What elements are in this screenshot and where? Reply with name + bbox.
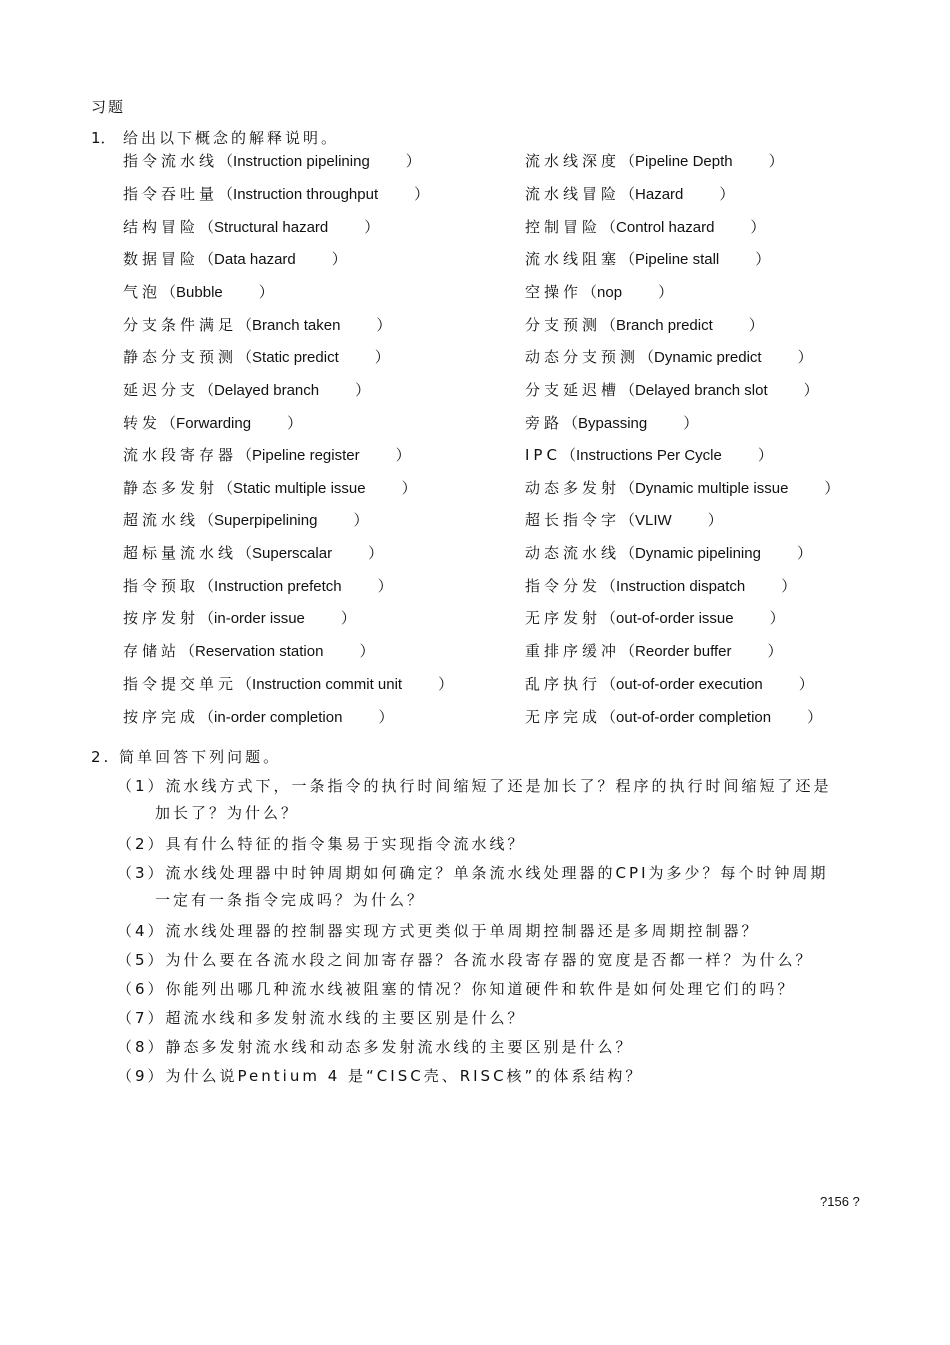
term-item [525,346,813,367]
term-english: Dynamic multiple issue [635,480,789,497]
term-english: in-order completion [214,709,343,726]
close-paren: ） [767,642,783,660]
open-paren: （ [620,185,636,203]
term-english: Reorder buffer [635,643,732,660]
close-paren: ） [374,348,390,366]
subquestion-item [117,1005,877,1032]
open-paren: （ [601,609,617,627]
subquestion-item [117,918,877,945]
open-paren: （ [620,152,636,170]
close-paren: ） [796,544,812,562]
term-item [123,281,274,302]
term-english: Branch predict [616,317,713,334]
subquestion-text: （9）为什么说Pentium 4 是“CISC壳、RISC核”的体系结构？ [117,1067,644,1085]
term-english: Instruction commit unit [252,676,403,693]
subquestion-item [117,860,877,914]
close-paren: ） [757,446,773,464]
term-chinese: 动态流水线 [525,544,621,562]
term-english: Bubble [176,284,223,301]
term-chinese: 按序完成 [123,708,200,726]
term-english: Superscalar [252,545,333,562]
open-paren: （ [237,316,253,334]
term-english: Pipeline stall [635,251,720,268]
term-item [525,281,673,302]
term-english: Pipeline Depth [635,153,733,170]
term-english: Hazard [635,186,684,203]
subquestion-continuation: 一定有一条指令完成吗？为什么？ [155,891,426,909]
term-chinese: 指令分发 [525,577,602,595]
open-paren: （ [601,577,617,595]
term-item [123,673,453,694]
term-chinese: 指令预取 [123,577,200,595]
term-item [525,706,822,727]
close-paren: ） [395,446,411,464]
term-item [525,640,783,661]
open-paren: （ [639,348,655,366]
term-chinese: 流水线阻塞 [525,250,621,268]
term-chinese: 控制冒险 [525,218,602,236]
term-english: Data hazard [214,251,296,268]
term-chinese: 超流水线 [123,511,200,529]
close-paren: ） [755,250,771,268]
term-chinese: 无序完成 [525,708,602,726]
close-paren: ） [340,609,356,627]
term-english: Instruction pipelining [233,153,370,170]
open-paren: （ [199,218,215,236]
open-paren: （ [161,283,177,301]
close-paren: ） [359,642,375,660]
page-number: ?156 ? [820,1194,860,1209]
close-paren: ） [769,609,785,627]
open-paren: （ [620,250,636,268]
term-chinese: 超标量流水线 [123,544,238,562]
question-1-prompt: 给出以下概念的解释说明。 [123,129,340,147]
open-paren: （ [237,544,253,562]
term-chinese: 转发 [123,414,162,432]
term-item [525,314,764,335]
close-paren: ） [683,414,699,432]
term-english: VLIW [635,512,672,529]
subquestion-text: （1）流水线方式下，一条指令的执行时间缩短了还是加长了？程序的执行时间缩短了还是 [117,777,832,795]
subquestion-item [117,947,877,974]
question-2-prompt: 简单回答下列问题。 [119,748,282,766]
term-chinese: 旁路 [525,414,564,432]
subquestion-item [117,1063,877,1090]
term-english: Branch taken [252,317,341,334]
term-chinese: 指令提交单元 [123,675,238,693]
term-english: Control hazard [616,219,715,236]
open-paren: （ [620,511,636,529]
term-english: Reservation station [195,643,324,660]
subquestion-text: （4）流水线处理器的控制器实现方式更类似于单周期控制器还是多周期控制器？ [117,922,760,940]
close-paren: ） [414,185,430,203]
open-paren: （ [161,414,177,432]
close-paren: ） [401,479,417,497]
subquestion-text: （8）静态多发射流水线和动态多发射流水线的主要区别是什么？ [117,1038,634,1056]
open-paren: （ [620,544,636,562]
term-item [123,607,356,628]
term-chinese: 空操作 [525,283,583,301]
term-chinese: 流水线深度 [525,152,621,170]
term-chinese: 按序发射 [123,609,200,627]
term-item [525,444,773,465]
open-paren: （ [218,479,234,497]
term-item [525,150,784,171]
term-english: Static predict [252,349,339,366]
open-paren: （ [601,218,617,236]
close-paren: ） [707,511,723,529]
open-paren: （ [582,283,598,301]
term-english: Bypassing [578,415,648,432]
close-paren: ） [768,152,784,170]
term-chinese: 乱序执行 [525,675,602,693]
close-paren: ） [798,675,814,693]
term-chinese: 重排序缓冲 [525,642,621,660]
term-chinese: 指令流水线 [123,152,219,170]
term-item [525,673,814,694]
open-paren: （ [180,642,196,660]
term-chinese: 结构冒险 [123,218,200,236]
term-english: Dynamic pipelining [635,545,761,562]
close-paren: ） [368,544,384,562]
open-paren: （ [199,511,215,529]
close-paren: ） [658,283,674,301]
close-paren: ） [748,316,764,334]
open-paren: （ [199,609,215,627]
open-paren: （ [601,675,617,693]
open-paren: （ [601,708,617,726]
term-chinese: 分支延迟槽 [525,381,621,399]
term-chinese: 流水段寄存器 [123,446,238,464]
term-english: Instruction throughput [233,186,379,203]
open-paren: （ [237,348,253,366]
subquestion-text: （5）为什么要在各流水段之间加寄存器？各流水段寄存器的宽度是否都一样？为什么？ [117,951,814,969]
close-paren: ） [797,348,813,366]
term-chinese: 静态多发射 [123,479,219,497]
open-paren: （ [237,675,253,693]
term-english: Instruction dispatch [616,578,746,595]
term-chinese: 指令吞吐量 [123,185,219,203]
term-english: Superpipelining [214,512,318,529]
term-chinese: IPC [525,446,561,464]
close-paren: ） [258,283,274,301]
close-paren: ） [719,185,735,203]
term-chinese: 气泡 [123,283,162,301]
term-item [123,509,368,530]
term-item [123,314,391,335]
open-paren: （ [620,642,636,660]
term-chinese: 超长指令字 [525,511,621,529]
subquestion-item [117,831,877,858]
term-chinese: 分支条件满足 [123,316,238,334]
subquestion-text: （2）具有什么特征的指令集易于实现指令流水线？ [117,835,526,853]
open-paren: （ [199,708,215,726]
term-item [525,183,734,204]
term-english: Instructions Per Cycle [575,447,722,464]
open-paren: （ [218,152,234,170]
close-paren: ） [376,316,392,334]
close-paren: ） [355,381,371,399]
open-paren: （ [199,577,215,595]
term-chinese: 存储站 [123,642,181,660]
subquestion-text: （3）流水线处理器中时钟周期如何确定？单条流水线处理器的CPI为多少？每个时钟周期 [117,864,829,882]
close-paren: ） [378,708,394,726]
term-english: Pipeline register [252,447,360,464]
term-item [123,248,347,269]
subquestion-item [117,976,877,1003]
close-paren: ） [438,675,454,693]
term-item [123,183,429,204]
term-item [123,542,383,563]
close-paren: ） [781,577,797,595]
term-item [123,412,302,433]
close-paren: ） [377,577,393,595]
term-item [123,640,374,661]
term-english: Dynamic predict [654,349,762,366]
close-paren: ） [824,479,840,497]
term-chinese: 流水线冒险 [525,185,621,203]
term-item [525,379,819,400]
subquestion-text: （7）超流水线和多发射流水线的主要区别是什么？ [117,1009,526,1027]
term-item [525,607,785,628]
term-item [123,216,379,237]
open-paren: （ [620,381,636,399]
term-english: Static multiple issue [233,480,366,497]
term-english: Delayed branch [214,382,320,399]
subquestion-continuation: 加长了？为什么？ [155,804,300,822]
open-paren: （ [601,316,617,334]
close-paren: ） [331,250,347,268]
term-english: Forwarding [176,415,252,432]
page-heading: 习题 [91,98,126,116]
term-chinese: 延迟分支 [123,381,200,399]
term-item [525,412,698,433]
term-item [525,216,765,237]
close-paren: ） [803,381,819,399]
term-item [123,346,390,367]
term-chinese: 数据冒险 [123,250,200,268]
term-english: in-order issue [214,610,305,627]
close-paren: ） [353,511,369,529]
term-item [123,575,393,596]
subquestion-item [117,1034,877,1061]
term-item [525,477,839,498]
term-english: out-of-order execution [616,676,763,693]
close-paren: ） [750,218,766,236]
term-english: out-of-order issue [616,610,734,627]
question-1-number: 1． [91,129,116,147]
term-item [525,248,770,269]
term-english: Structural hazard [214,219,329,236]
term-item [525,509,723,530]
close-paren: ） [807,708,823,726]
term-english: nop [597,284,623,301]
term-english: out-of-order completion [616,709,772,726]
term-chinese: 动态分支预测 [525,348,640,366]
open-paren: （ [237,446,253,464]
term-chinese: 静态分支预测 [123,348,238,366]
term-item [123,477,417,498]
term-english: Delayed branch slot [635,382,768,399]
term-item [123,444,411,465]
close-paren: ） [364,218,380,236]
close-paren: ） [287,414,303,432]
term-chinese: 分支预测 [525,316,602,334]
term-item [525,575,796,596]
question-2 [91,746,281,767]
term-item [123,150,421,171]
subquestion-text: （6）你能列出哪几种流水线被阻塞的情况？你知道硬件和软件是如何处理它们的吗？ [117,980,796,998]
open-paren: （ [199,381,215,399]
term-item [525,542,812,563]
open-paren: （ [560,446,576,464]
close-paren: ） [405,152,421,170]
question-1 [91,127,339,148]
open-paren: （ [218,185,234,203]
question-2-number: 2. [91,748,112,766]
term-english: Instruction prefetch [214,578,342,595]
open-paren: （ [563,414,579,432]
term-chinese: 动态多发射 [525,479,621,497]
open-paren: （ [620,479,636,497]
subquestion-item [117,773,877,827]
term-chinese: 无序发射 [525,609,602,627]
term-item [123,379,370,400]
term-item [123,706,393,727]
open-paren: （ [199,250,215,268]
